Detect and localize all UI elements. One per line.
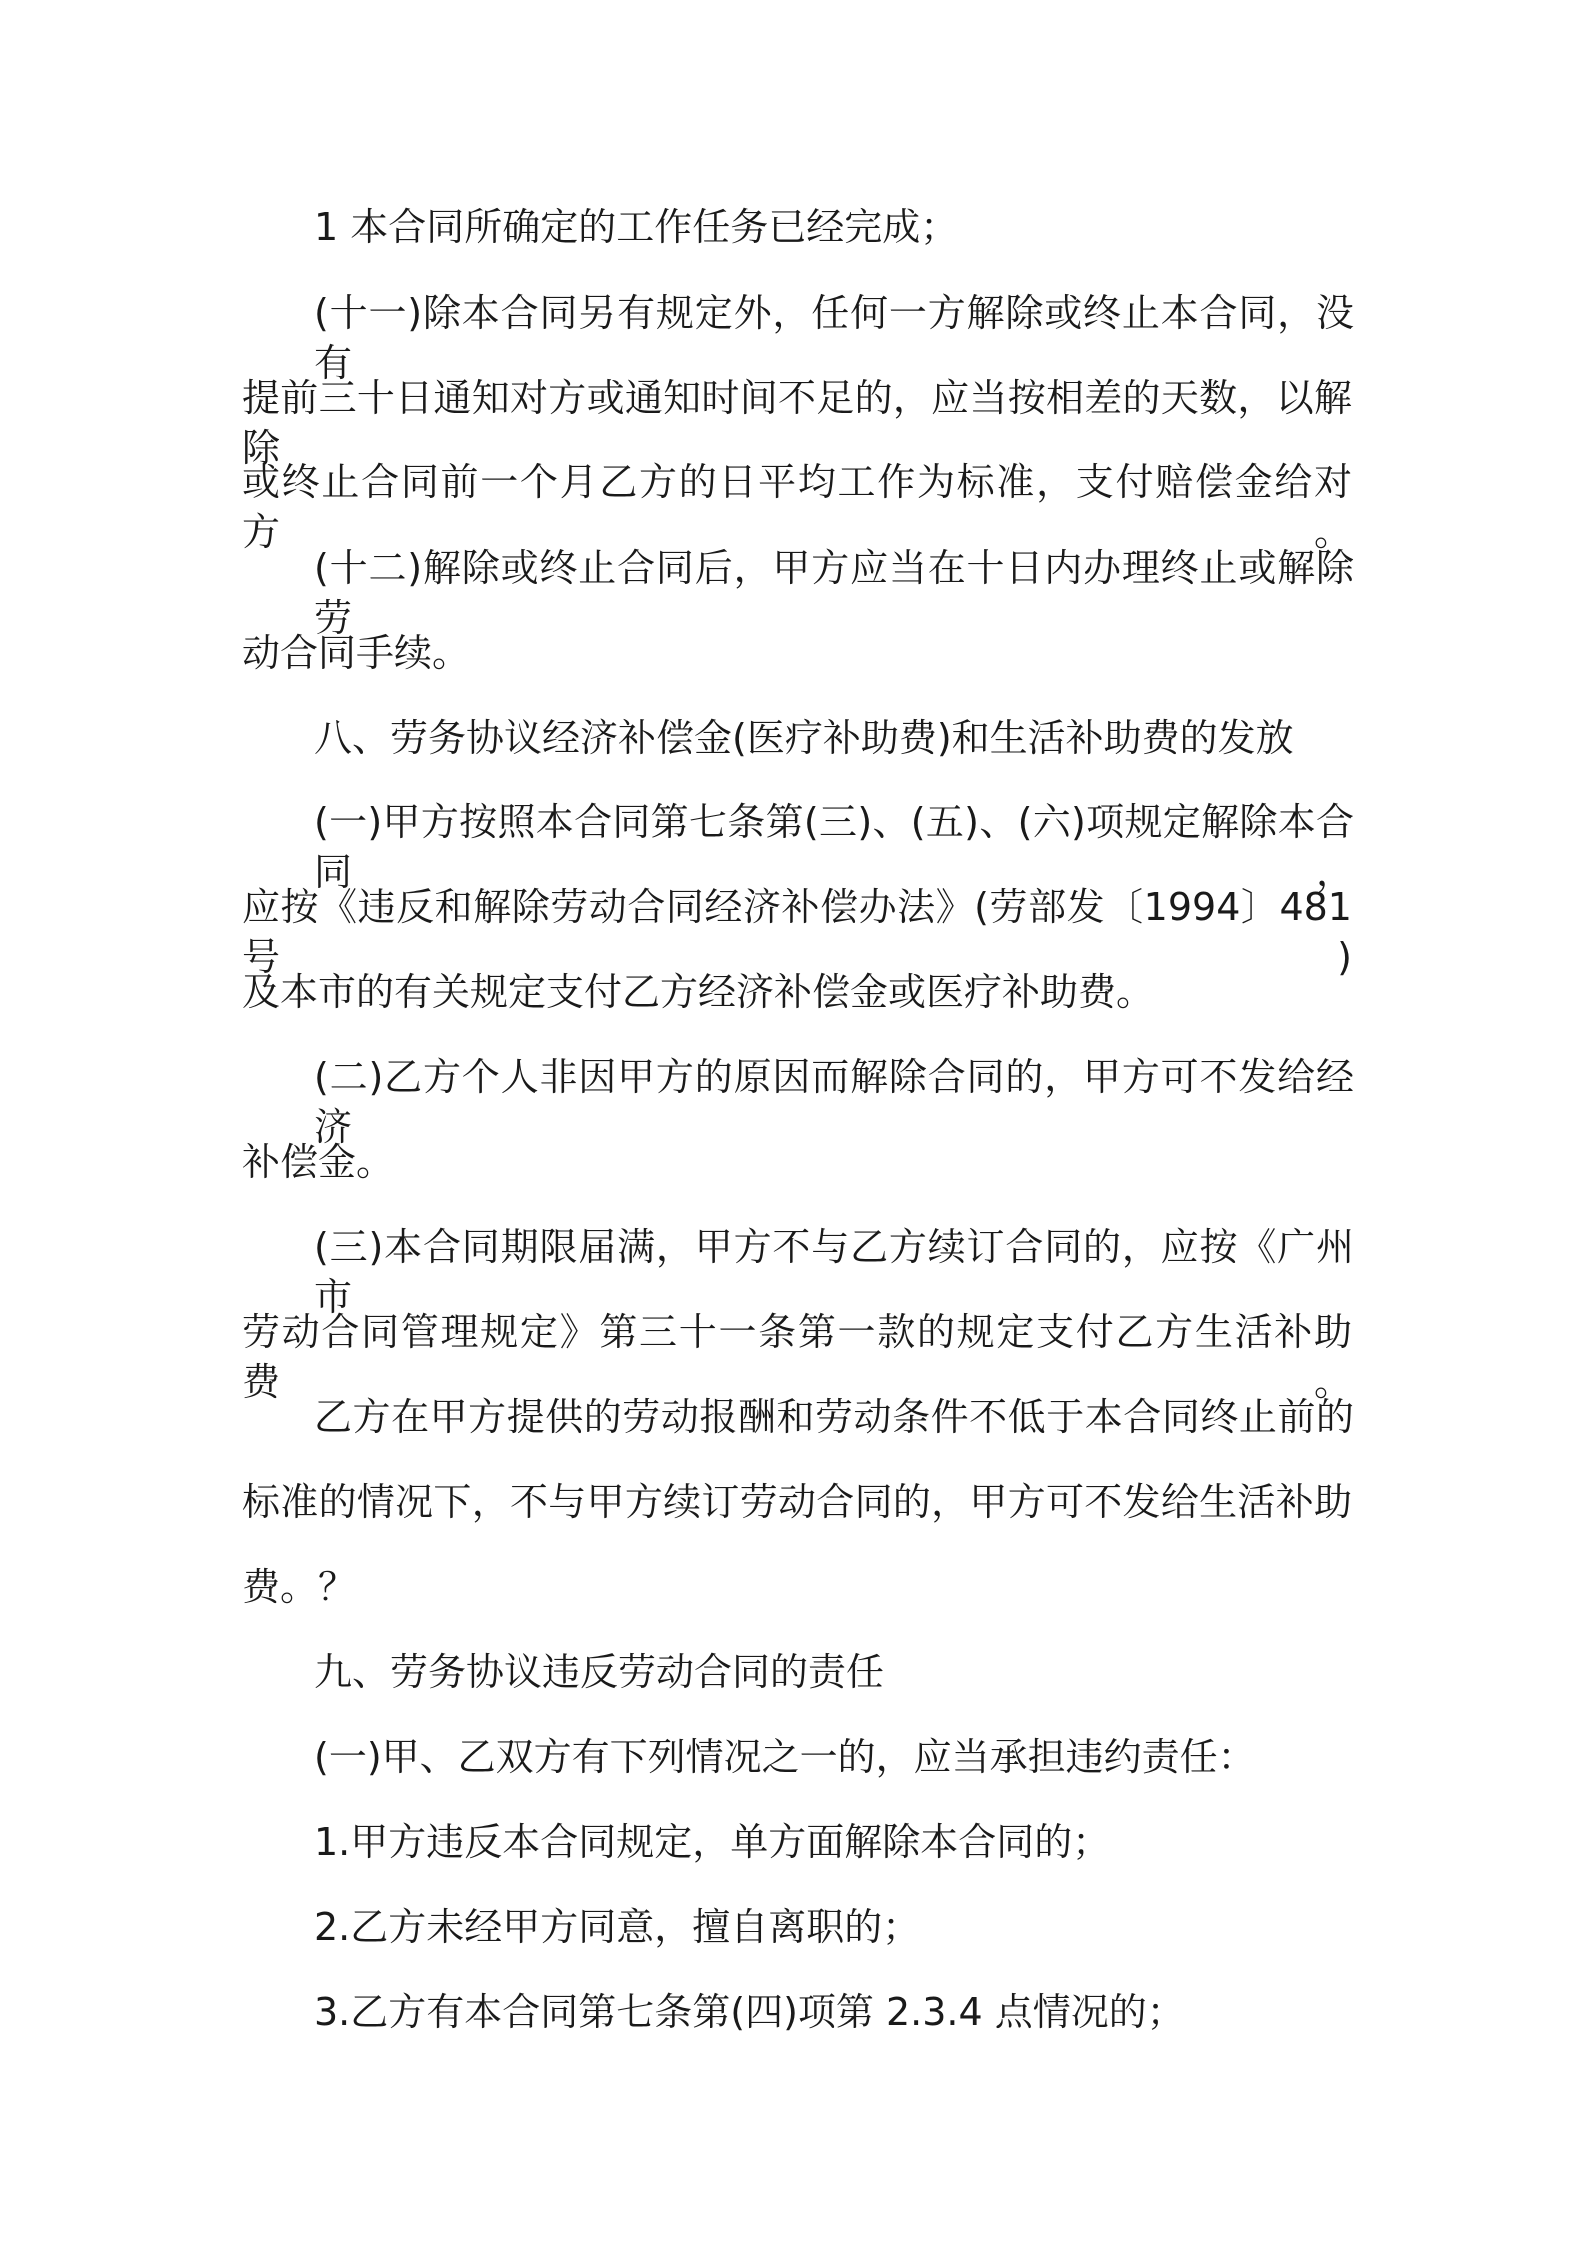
text-line: 或终止合同前一个月乙方的日平均工作为标准，支付赔偿金给对方。: [242, 460, 1352, 554]
text-line: 劳动合同管理规定》第三十一条第一款的规定支付乙方生活补助费。: [242, 1310, 1352, 1404]
list-item: 3.乙方有本合同第七条第(四)项第 2.3.4 点情况的；: [314, 1990, 1185, 2034]
text-line: 乙方在甲方提供的劳动报酬和劳动条件不低于本合同终止前的: [314, 1395, 1354, 1439]
text-line: (一)甲方按照本合同第七条第(三)、(五)、(六)项规定解除本合同，: [314, 800, 1354, 894]
text-line: (十二)解除或终止合同后，甲方应当在十日内办理终止或解除劳: [314, 546, 1354, 640]
text-line: 费。？: [242, 1565, 357, 1609]
text-line: 1 本合同所确定的工作任务已经完成；: [314, 205, 959, 249]
text-line: 提前三十日通知对方或通知时间不足的，应当按相差的天数，以解除: [242, 376, 1352, 470]
text-line: (三)本合同期限届满，甲方不与乙方续订合同的，应按《广州市: [314, 1225, 1354, 1319]
text-line: (一)甲、乙双方有下列情况之一的，应当承担违约责任：: [314, 1735, 1256, 1779]
section-heading: 九、劳务协议违反劳动合同的责任: [314, 1650, 885, 1694]
section-heading: 八、劳务协议经济补偿金(医疗补助费)和生活补助费的发放: [314, 716, 1294, 760]
list-item: 1.甲方违反本合同规定，单方面解除本合同的；: [314, 1820, 1111, 1864]
text-line: 及本市的有关规定支付乙方经济补偿金或医疗补助费。: [242, 970, 1155, 1014]
text-line: (二)乙方个人非因甲方的原因而解除合同的，甲方可不发给经济: [314, 1055, 1354, 1149]
text-line: 补偿金。: [242, 1140, 395, 1184]
text-line: 动合同手续。: [242, 631, 471, 675]
text-line: 应按《违反和解除劳动合同经济补偿办法》(劳部发〔1994〕481 号): [242, 885, 1352, 979]
text-line: (十一)除本合同另有规定外，任何一方解除或终止本合同，没有: [314, 291, 1354, 385]
list-item: 2.乙方未经甲方同意，擅自离职的；: [314, 1905, 921, 1949]
text-line: 标准的情况下，不与甲方续订劳动合同的，甲方可不发给生活补助: [242, 1480, 1352, 1524]
